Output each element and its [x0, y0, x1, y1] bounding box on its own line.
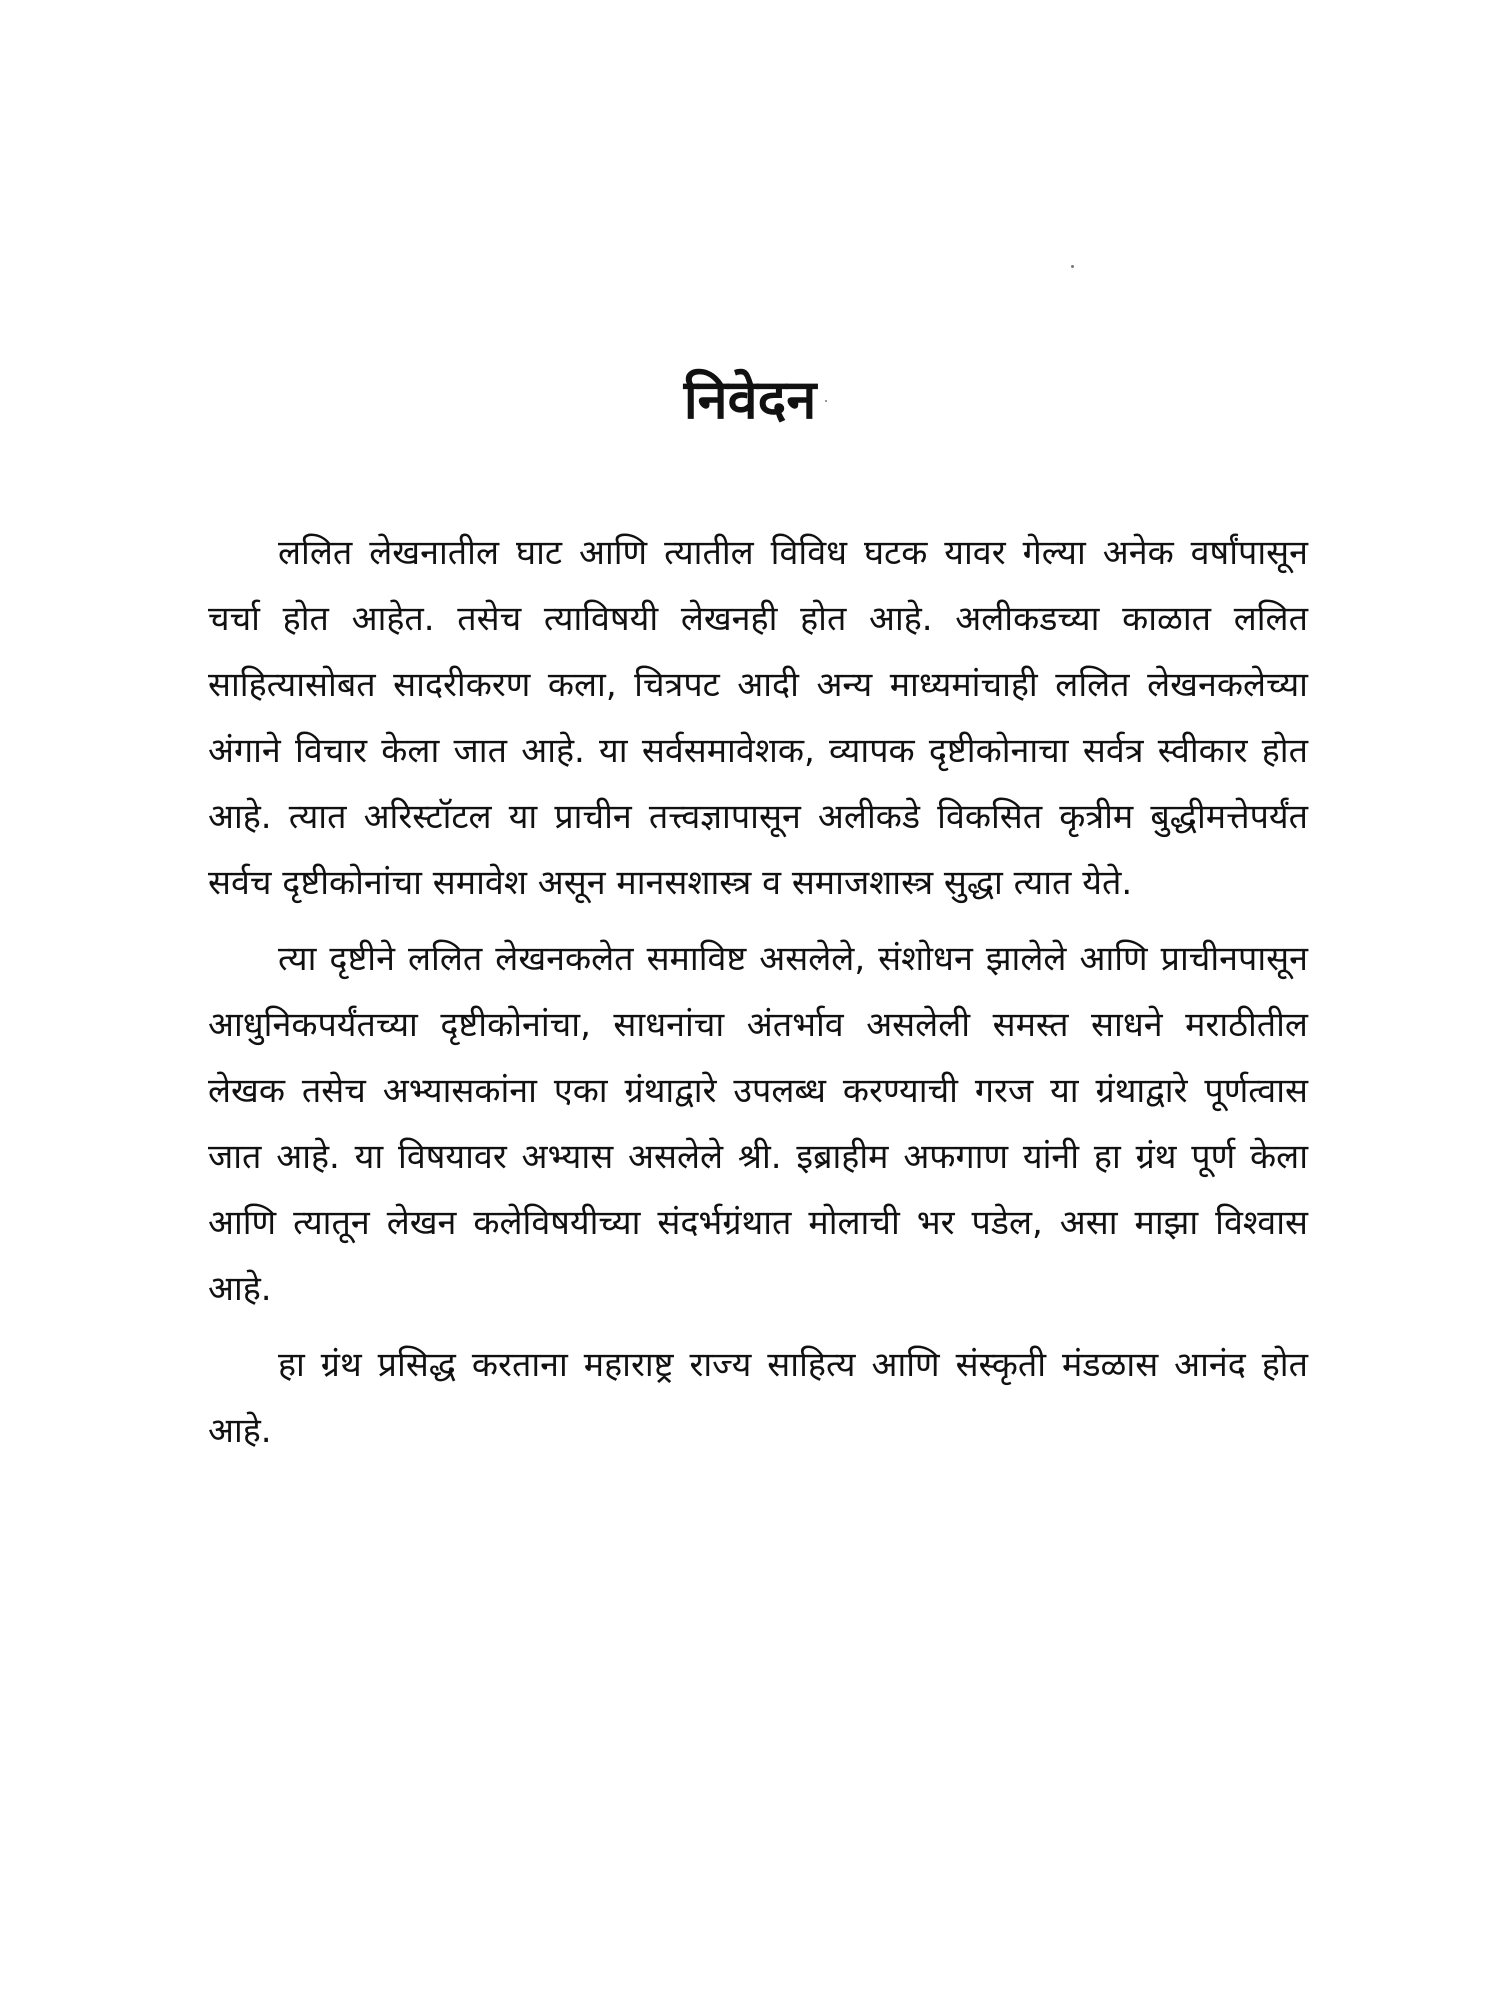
paragraph-2: त्या दृष्टीने ललित लेखनकलेत समाविष्ट असलेले, संशोधन झालेले आणि प्राचीनपासून आधुनिकपर्यंतच्या दृष्टीकोनांचा, साधनांचा अंतर्भाव असलेली समस्त साधने मराठीतील लेखक तसेच अभ्यासकांना एका ग्रंथाद्वारे उपलब्ध करण्याची गरज या ग्रंथाद्वारे पूर्णत्वास जात आहे. या विषयावर अभ्यास असलेले श्री. इब्राहीम अफगाण यांनी हा ग्रंथ पूर्ण केला आणि त्यातून लेखन कलेविषयीच्या संदर्भग्रंथात मोलाची भर पडेल, असा माझा विश्वास आहे. [208, 939, 1308, 1309]
page-title: निवेदन [683, 368, 817, 431]
paragraph-1: ललित लेखनातील घाट आणि त्यातील विविध घटक यावर गेल्या अनेक वर्षांपासून चर्चा होत आहेत. तसेच त्याविषयी लेखनही होत आहे. अलीकडच्या काळात ललित साहित्यासोबत सादरीकरण कला, चित्रपट आदी अन्य माध्यमांचाही ललित लेखनकलेच्या अंगाने विचार केला जात आहे. या सर्वसमावेशक, व्यापक दृष्टीकोनाचा सर्वत्र स्वीकार होत आहे. त्यात अरिस्टॉटल या प्राचीन तत्त्वज्ञापासून अलीकडे विकसित कृत्रीम बुद्धीमत्तेपर्यंत सर्वच दृष्टीकोनांचा समावेश असून मानसशास्त्र व समाजशास्त्र सुद्धा त्यात येते. [208, 533, 1308, 903]
body-text [208, 520, 1308, 1474]
paragraph-3: हा ग्रंथ प्रसिद्ध करताना महाराष्ट्र राज्य साहित्य आणि संस्कृती मंडळास आनंद होत आहे. [208, 1345, 1308, 1451]
scan-speck-mark [1071, 265, 1074, 268]
